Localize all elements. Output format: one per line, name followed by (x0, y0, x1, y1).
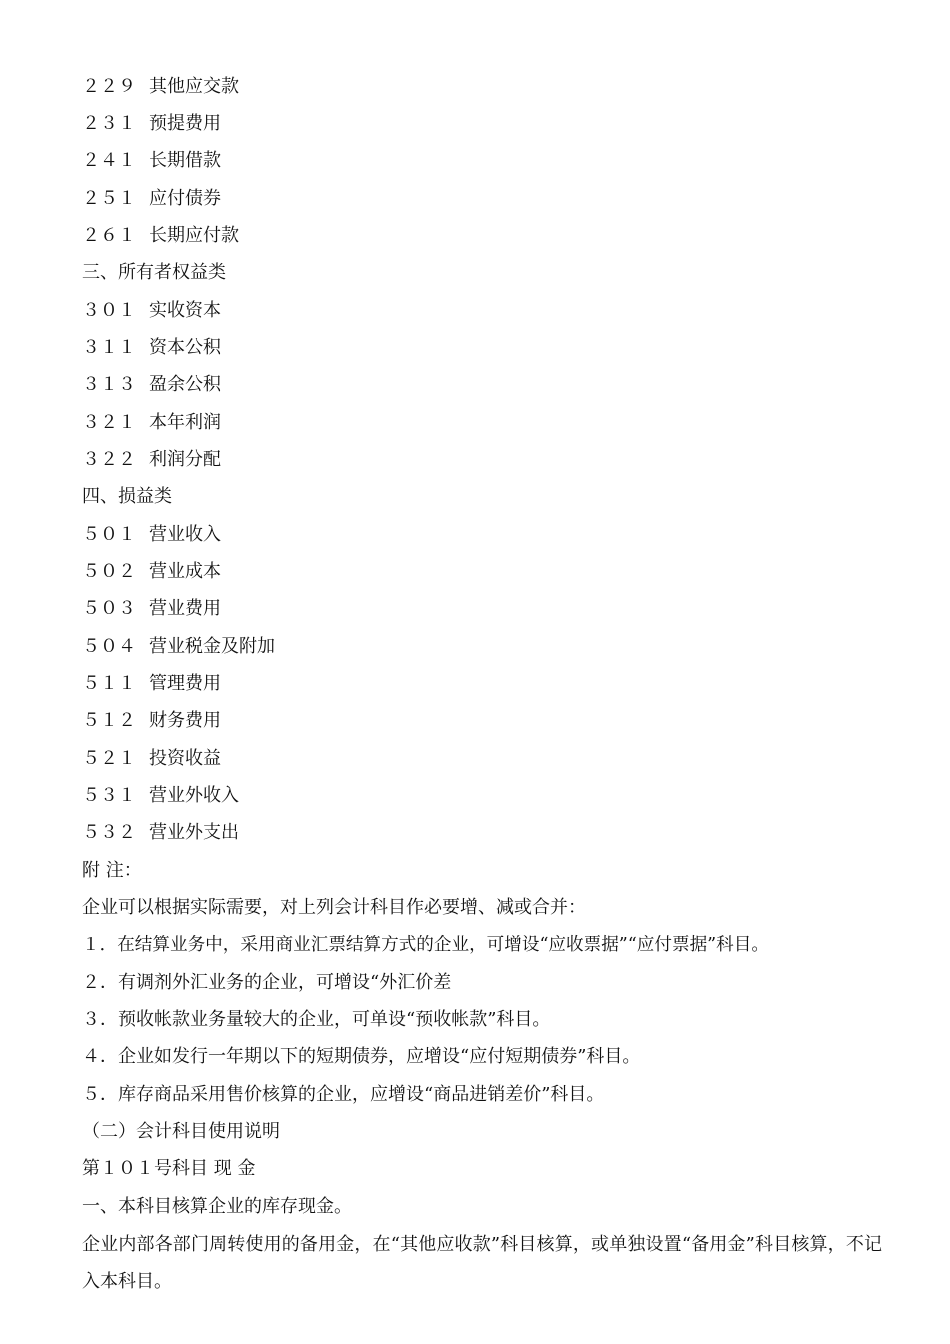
account-code: ２３１ (82, 113, 136, 134)
account-line (82, 337, 221, 359)
body-paragraph: 企业内部各部门周转使用的备用金，在“其他应收款”科目核算，或单独设置“备用金”科目核算，不记入本科目。 (82, 1234, 882, 1292)
account-name: 实收资本 (149, 300, 221, 321)
item-one: 一、本科目核算企业的库存现金。 (82, 1196, 352, 1217)
account-code: ２６１ (82, 225, 136, 246)
account-line (82, 673, 221, 695)
account-code: ５０２ (82, 561, 136, 582)
account-line (82, 636, 275, 658)
account-code: ５３２ (82, 822, 136, 843)
account-code: ５０４ (82, 636, 136, 657)
account-line (82, 150, 221, 172)
account-line (82, 300, 221, 322)
account-line (82, 748, 221, 770)
account-code: ５０３ (82, 598, 136, 619)
section-heading-pl: 四、损益类 (82, 486, 172, 507)
section-heading-equity: 三、所有者权益类 (82, 262, 226, 283)
account-name: 盈余公积 (149, 374, 221, 395)
account-line (82, 412, 221, 434)
account-code: ５２１ (82, 748, 136, 769)
note-item: １．在结算业务中，采用商业汇票结算方式的企业，可增设“应收票据”“应付票据”科目。 (82, 935, 769, 955)
note-item: ２．有调剂外汇业务的企业，可增设“外汇价差 (82, 972, 452, 993)
account-line (82, 374, 221, 396)
account-heading: 第１０１号科目 现 金 (82, 1158, 256, 1179)
note-item: ５．库存商品采用售价核算的企业，应增设“商品进销差价”科目。 (82, 1084, 605, 1105)
account-name: 资本公积 (149, 337, 221, 358)
account-code: ２５１ (82, 188, 136, 209)
account-name: 投资收益 (149, 748, 221, 769)
account-name: 长期借款 (149, 150, 221, 171)
account-name: 营业外支出 (149, 822, 239, 843)
account-line (82, 225, 239, 247)
note-item: ４．企业如发行一年期以下的短期债券，应增设“应付短期债券”科目。 (82, 1046, 641, 1067)
account-code: ３１３ (82, 374, 136, 395)
account-line (82, 561, 221, 583)
account-line (82, 76, 239, 98)
account-line (82, 524, 221, 546)
account-name: 财务费用 (149, 710, 221, 731)
account-line (82, 598, 221, 620)
account-code: ２４１ (82, 150, 136, 171)
account-name: 营业成本 (149, 561, 221, 582)
account-line (82, 188, 221, 210)
account-name: 营业费用 (149, 598, 221, 619)
account-code: ３０１ (82, 300, 136, 321)
account-name: 预提费用 (149, 113, 221, 134)
note-item: ３．预收帐款业务量较大的企业，可单设“预收帐款”科目。 (82, 1009, 551, 1030)
account-line (82, 449, 221, 471)
account-code: ５１２ (82, 710, 136, 731)
account-code: ２２９ (82, 76, 136, 97)
account-code: ５３１ (82, 785, 136, 806)
account-name: 营业税金及附加 (149, 636, 275, 657)
account-code: ３２２ (82, 449, 136, 470)
account-name: 其他应交款 (149, 76, 239, 97)
account-name: 长期应付款 (149, 225, 239, 246)
account-code: ３１１ (82, 337, 136, 358)
account-name: 本年利润 (149, 412, 221, 433)
account-code: ５１１ (82, 673, 136, 694)
account-name: 利润分配 (149, 449, 221, 470)
account-line (82, 822, 239, 844)
account-name: 营业外收入 (149, 785, 239, 806)
account-code: ５０１ (82, 524, 136, 545)
subsection-title: （二）会计科目使用说明 (82, 1121, 280, 1142)
note-title: 附 注： (82, 860, 142, 881)
account-line (82, 113, 221, 135)
account-code: ３２１ (82, 412, 136, 433)
account-name: 应付债券 (149, 188, 221, 209)
account-name: 管理费用 (149, 673, 221, 694)
note-intro: 企业可以根据实际需要，对上列会计科目作必要增、减或合并： (82, 897, 586, 918)
account-name: 营业收入 (149, 524, 221, 545)
account-line (82, 785, 239, 807)
account-line (82, 710, 221, 732)
